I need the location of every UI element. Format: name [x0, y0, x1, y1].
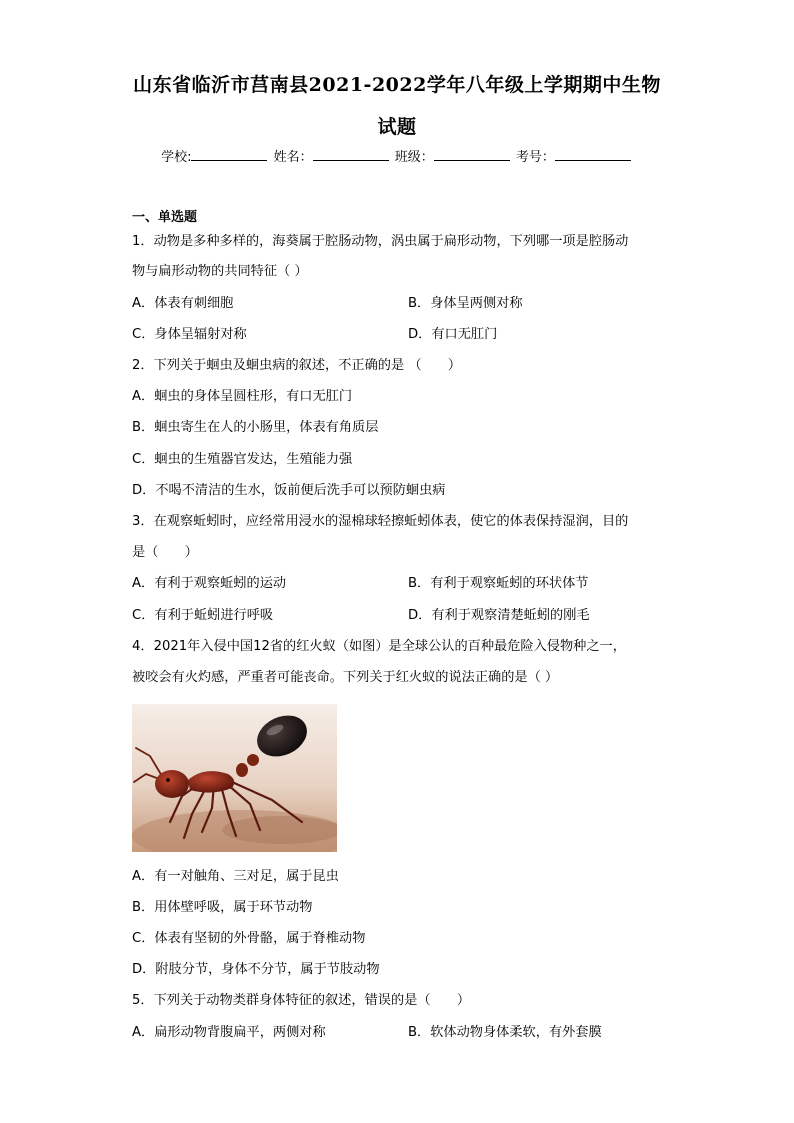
question-2-option-a[interactable]: A．蛔虫的身体呈圆柱形，有口无肛门	[132, 389, 353, 404]
question-3-stem-line-2: 是（ ）	[132, 545, 198, 560]
name-blank[interactable]	[313, 148, 389, 161]
exam-title: 山东省临沂市莒南县2021-2022学年八年级上学期期中生物	[133, 74, 661, 96]
question-5-stem: 5．下列关于动物类群身体特征的叙述，错误的是（ ）	[132, 993, 471, 1008]
exam-title-continued: 试题	[377, 116, 417, 138]
question-3-option-d[interactable]: D．有利于观察清楚蚯蚓的刚毛	[408, 608, 590, 623]
name-label: 姓名：	[273, 150, 313, 165]
question-3-stem-line-1: 3．在观察蚯蚓时，应经常用浸水的湿棉球轻擦蚯蚓体表，使它的体表保持湿润，目的	[132, 514, 629, 529]
question-2-option-b[interactable]: B．蛔虫寄生在人的小肠里，体表有角质层	[132, 420, 379, 435]
question-1-option-b[interactable]: B．身体呈两侧对称	[408, 296, 523, 311]
question-3-option-c[interactable]: C．有利于蚯蚓进行呼吸	[132, 608, 274, 623]
school-blank[interactable]	[191, 148, 267, 161]
question-5-option-a[interactable]: A．扁形动物背腹扁平，两侧对称	[132, 1025, 326, 1040]
student-info-row	[0, 146, 794, 165]
question-2-option-c[interactable]: C．蛔虫的生殖器官发达，生殖能力强	[132, 452, 353, 467]
question-3-option-b[interactable]: B．有利于观察蚯蚓的环状体节	[408, 576, 589, 591]
question-1-option-d[interactable]: D．有口无肛门	[408, 327, 498, 342]
question-1-option-c[interactable]: C．身体呈辐射对称	[132, 327, 247, 342]
school-label: 学校:	[161, 150, 192, 165]
question-4-option-b[interactable]: B．用体壁呼吸，属于环节动物	[132, 900, 313, 915]
question-1-stem-line-2: 物与扁形动物的共同特征（ ）	[132, 264, 308, 279]
question-2-stem: 2．下列关于蛔虫及蛔虫病的叙述，不正确的是 （ ）	[132, 358, 462, 373]
question-2-option-d[interactable]: D．不喝不清洁的生水，饭前便后洗手可以预防蛔虫病	[132, 483, 446, 498]
exam-number-label: 考号：	[515, 150, 555, 165]
question-5-option-b[interactable]: B．软体动物身体柔软，有外套膜	[408, 1025, 602, 1040]
section-title: 一、单选题	[132, 210, 198, 225]
question-4-stem-line-1: 4．2021年入侵中国12省的红火蚁（如图）是全球公认的百种最危险入侵物种之一，	[132, 639, 626, 654]
question-1-stem-line-1: 1．动物是多种多样的，海葵属于腔肠动物，涡虫属于扁形动物，下列哪一项是腔肠动	[132, 234, 629, 249]
question-4-stem-line-2: 被咬会有火灼感，严重者可能丧命。下列关于红火蚁的说法正确的是（ ）	[132, 670, 559, 685]
question-1-option-a[interactable]: A．体表有刺细胞	[132, 296, 234, 311]
fire-ant-photo	[132, 704, 337, 852]
question-4-option-c[interactable]: C．体表有坚韧的外骨骼，属于脊椎动物	[132, 931, 366, 946]
class-blank[interactable]	[434, 148, 510, 161]
exam-number-blank[interactable]	[555, 148, 631, 161]
class-label: 班级：	[394, 150, 434, 165]
question-3-option-a[interactable]: A．有利于观察蚯蚓的运动	[132, 576, 287, 591]
question-4-option-a[interactable]: A．有一对触角、三对足，属于昆虫	[132, 869, 339, 884]
question-4-option-d[interactable]: D．附肢分节，身体不分节，属于节肢动物	[132, 962, 380, 977]
